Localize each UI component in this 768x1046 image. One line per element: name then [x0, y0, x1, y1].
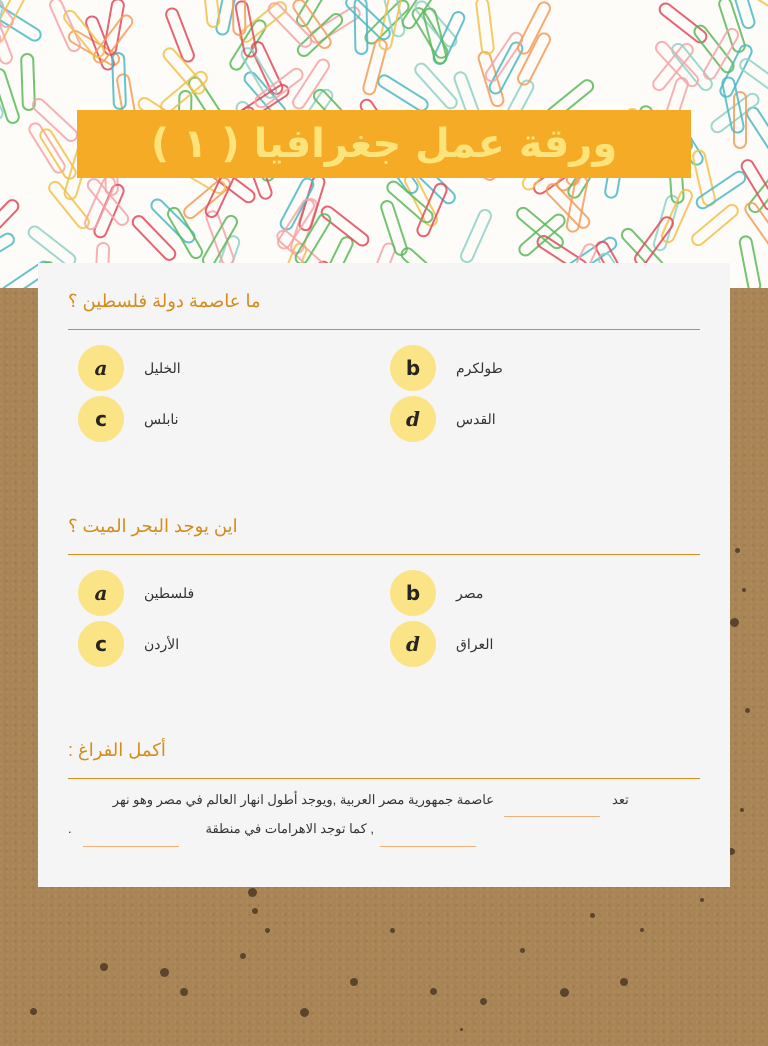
paperclip-decoration [738, 234, 763, 290]
question-title: اين يوجد البحر الميت ؟ [68, 516, 238, 536]
option-d[interactable] [390, 396, 496, 442]
question-title: ما عاصمة دولة فلسطين ؟ [68, 291, 261, 311]
option-label: مصر [456, 584, 484, 601]
ink-speck-decoration [745, 708, 750, 713]
divider [68, 329, 700, 330]
ink-speck-decoration [240, 953, 246, 959]
ink-speck-decoration [742, 588, 746, 592]
ink-speck-decoration [248, 888, 257, 897]
option-a[interactable] [78, 570, 194, 616]
option-badge: a [78, 345, 124, 391]
option-label: طولكرم [456, 359, 503, 376]
blank-river[interactable] [380, 846, 476, 847]
ink-speck-decoration [520, 948, 525, 953]
ink-speck-decoration [590, 913, 595, 918]
ink-speck-decoration [430, 988, 437, 995]
ink-speck-decoration [180, 988, 188, 996]
option-label: نابلس [144, 410, 179, 427]
option-b[interactable] [390, 345, 503, 391]
option-c[interactable] [78, 396, 179, 442]
paperclip-decoration [0, 230, 17, 272]
option-label: العراق [456, 635, 494, 652]
ink-speck-decoration [160, 968, 169, 977]
divider [68, 778, 700, 779]
ink-speck-decoration [350, 978, 358, 986]
blank-pyramids-region[interactable] [83, 846, 179, 847]
option-c[interactable] [78, 621, 179, 667]
paperclip-decoration [475, 0, 496, 56]
fill-blank-title: أكمل الفراغ : [68, 740, 166, 760]
title-banner [77, 110, 691, 178]
sentence-second-line: , كما توجد الاهرامات في منطقة [205, 821, 374, 836]
ink-speck-decoration [640, 928, 644, 932]
blank-capital[interactable] [504, 816, 600, 817]
ink-speck-decoration [30, 1008, 37, 1015]
option-label: القدس [456, 410, 496, 427]
option-badge: d [390, 396, 436, 442]
option-label: الأردن [144, 635, 180, 652]
option-d[interactable] [390, 621, 493, 667]
option-badge: d [390, 621, 436, 667]
ink-speck-decoration [740, 808, 744, 812]
ink-speck-decoration [735, 548, 740, 553]
ink-speck-decoration [265, 928, 270, 933]
option-badge: c [78, 621, 124, 667]
ink-speck-decoration [100, 963, 108, 971]
ink-speck-decoration [700, 898, 704, 902]
divider [68, 554, 700, 555]
option-label: فلسطين [144, 584, 195, 601]
paperclip-decoration [688, 201, 741, 249]
option-badge: b [390, 345, 436, 391]
ink-speck-decoration [480, 998, 487, 1005]
page-title: ورقة عمل جغرافيا ( ١ ) [150, 121, 618, 167]
option-badge: a [78, 570, 124, 616]
paperclip-decoration [458, 207, 494, 266]
ink-speck-decoration [730, 618, 739, 627]
paperclip-decoration [231, 0, 246, 36]
sentence-end: . [68, 821, 72, 836]
ink-speck-decoration [560, 988, 569, 997]
paperclip-decoration [0, 66, 22, 125]
option-a[interactable] [78, 345, 181, 391]
sentence-start: تعد [612, 792, 629, 807]
ink-speck-decoration [620, 978, 628, 986]
option-b[interactable] [390, 570, 483, 616]
paperclip-decoration [111, 52, 127, 110]
ink-speck-decoration [460, 1028, 463, 1031]
paperclip-decoration [201, 0, 221, 29]
option-badge: b [390, 570, 436, 616]
worksheet-card [38, 263, 730, 887]
ink-speck-decoration [252, 908, 258, 914]
option-badge: c [78, 396, 124, 442]
ink-speck-decoration [390, 928, 395, 933]
ink-speck-decoration [300, 1008, 309, 1017]
sentence-middle: عاصمة جمهورية مصر العربية ,ويوجد أطول انهار العالم في مصر وهو نهر [112, 792, 494, 807]
option-label: الخليل [144, 359, 181, 376]
